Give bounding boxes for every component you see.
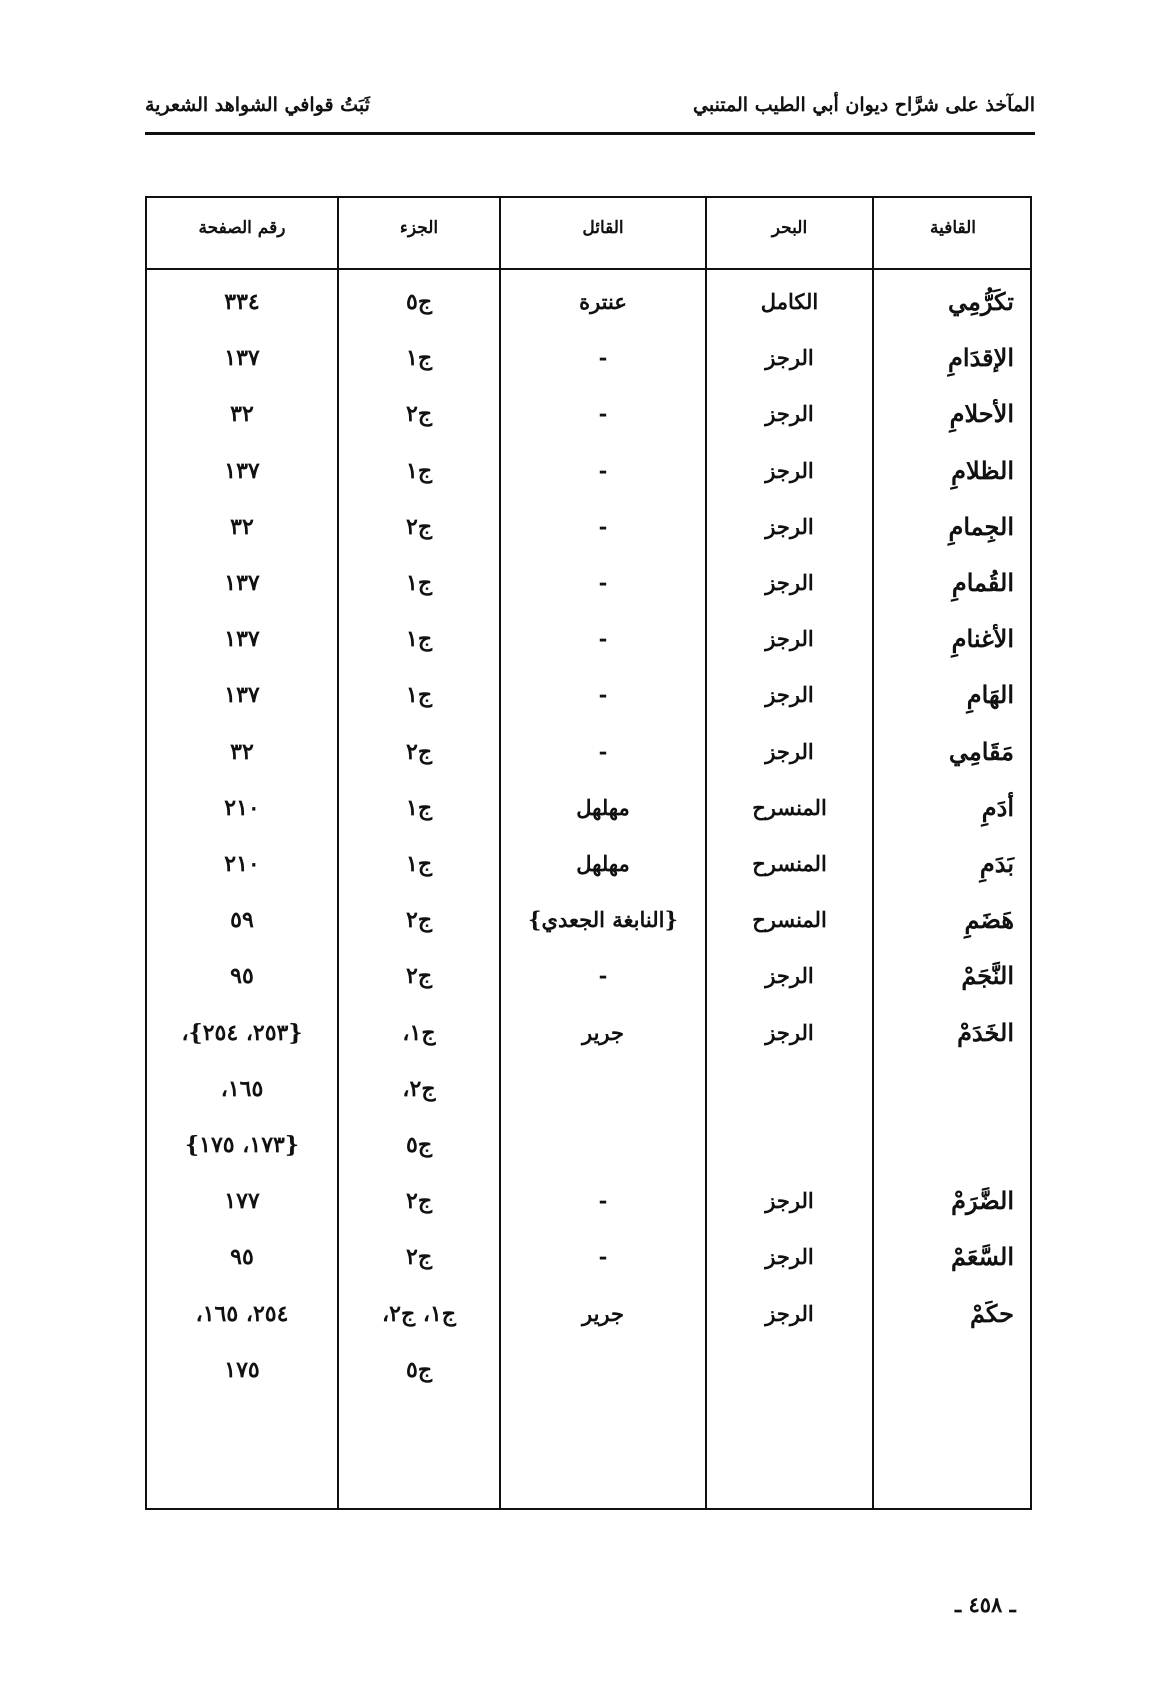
poet-cell: - (598, 1244, 608, 1270)
rhyme-cell: الإقدَامِ (948, 343, 1014, 373)
volume-cell: ج٢، (402, 1075, 436, 1102)
table-row (147, 732, 1030, 788)
table-row (147, 788, 1030, 844)
volume-cell: ج١ (405, 345, 433, 372)
poet-cell: - (598, 1188, 608, 1214)
page-number-cell: ٣٢ (230, 738, 254, 765)
sea-cell: الرجز (765, 1300, 814, 1326)
sea-cell: المنسرح (752, 907, 827, 933)
page-number-cell: ١٦٥، (220, 1075, 264, 1102)
page-number-cell: ١٣٧ (224, 457, 260, 484)
table-row (147, 1350, 1030, 1406)
poet-cell: - (598, 345, 608, 371)
volume-cell: ج٥ (405, 1356, 433, 1383)
table-row (147, 1069, 1030, 1125)
table-row (147, 394, 1030, 450)
poet-cell: {النابغة الجعدي} (528, 907, 678, 933)
page-number-cell: {١٧٣، ١٧٥} (185, 1132, 299, 1158)
poet-cell (501, 1069, 705, 1125)
section-title: ثَبَتُ قوافي الشواهد الشعرية (145, 94, 370, 116)
poet-cell: - (598, 457, 608, 483)
volume-cell: ج٢ (405, 1188, 433, 1215)
table-row (147, 1125, 1030, 1181)
table-row (147, 675, 1030, 731)
page-number-cell: ١٣٧ (224, 626, 260, 653)
page-number-cell: ٣٢ (230, 401, 254, 428)
volume-cell: ج١ (405, 570, 433, 596)
page-number-cell: ٣٣٤ (224, 289, 260, 315)
sea-cell: الرجز (765, 963, 814, 989)
sea-cell (707, 1069, 872, 1125)
rhyme-cell: الضَّرَمْ (951, 1186, 1014, 1216)
poet-cell: مهلهل (576, 851, 630, 876)
page-number-cell: ١٣٧ (224, 570, 260, 596)
volume-cell: ج١ (405, 682, 433, 709)
table-row (147, 1294, 1030, 1350)
rhyme-cell: النَّجَمْ (961, 961, 1014, 991)
page-number-cell: ١٧٥ (224, 1356, 260, 1383)
page-number-cell: {٢٥٣، ٢٥٤}، (181, 1019, 303, 1046)
volume-cell: ج٢ (405, 513, 433, 540)
volume-cell: ج٢ (405, 963, 433, 990)
table-row (147, 507, 1030, 563)
sea-cell: الرجز (765, 345, 814, 371)
volume-cell: ج١، (402, 1019, 436, 1046)
sea-cell (707, 1350, 872, 1406)
rhyme-cell: بَدَمِ (979, 849, 1014, 878)
volume-cell: ج٢ (405, 738, 433, 765)
table-row (147, 1181, 1030, 1237)
poet-cell: عنترة (579, 289, 627, 314)
sea-cell: الرجز (765, 626, 814, 652)
page-number-cell: ٢٥٤، ١٦٥، (195, 1300, 289, 1327)
sea-cell: المنسرح (752, 851, 827, 876)
rhyme-cell: القُمامِ (951, 568, 1014, 597)
page-number-cell: ٩٥ (230, 963, 254, 990)
rhyme-cell: الخَدَمْ (957, 1017, 1014, 1047)
table-row (147, 563, 1030, 619)
sea-cell: الرجز (765, 1244, 814, 1270)
poet-cell (501, 1350, 705, 1406)
column-header-poet: القائل (582, 218, 624, 238)
page-number-cell: ١٧٧ (224, 1188, 260, 1215)
poet-cell: - (598, 570, 608, 595)
rhyme-cell: الظلامِ (951, 455, 1014, 485)
sea-cell: الرجز (765, 457, 814, 483)
rhyme-cell: أدَمِ (981, 792, 1014, 822)
page-number-cell: ١٣٧ (224, 682, 260, 709)
volume-cell: ج٥ (405, 289, 433, 315)
volume-cell: ج٢ (405, 401, 433, 428)
poet-cell: جرير (582, 1019, 624, 1045)
page-number-cell: ٢١٠ (224, 794, 260, 821)
volume-cell: ج٥ (405, 1132, 433, 1158)
sea-cell (707, 1125, 872, 1181)
sea-cell: الرجز (765, 401, 814, 427)
rhyme-cell: تكَرُّمِي (947, 287, 1014, 316)
column-header-rhyme: القافية (929, 218, 977, 238)
sea-cell: الرجز (765, 1188, 814, 1214)
page-number-cell: ٥٩ (230, 907, 254, 934)
rhyme-cell (874, 1069, 1014, 1125)
poet-cell: - (598, 513, 608, 539)
volume-cell: ج٢ (405, 907, 433, 934)
sea-cell: الكامل (760, 289, 819, 314)
rhyme-cell (874, 1350, 1014, 1406)
column-header-volume: الجزء (399, 218, 439, 238)
volume-cell: ج١، ج٢، (382, 1300, 456, 1327)
poet-cell: جرير (582, 1300, 624, 1326)
table-row (147, 844, 1030, 900)
page-number-cell: ٩٥ (230, 1244, 254, 1271)
page-number-cell: ١٣٧ (224, 345, 260, 372)
table-row (147, 956, 1030, 1012)
column-header-sea: البحر (771, 218, 808, 238)
sea-cell: الرجز (765, 682, 814, 708)
volume-cell: ج١ (405, 851, 433, 877)
poet-cell: - (598, 682, 608, 708)
column-header-page: رقم الصفحة (198, 218, 286, 238)
poet-cell: مهلهل (576, 794, 630, 820)
table-row (147, 1237, 1030, 1293)
poet-cell: - (598, 963, 608, 989)
poet-cell (501, 1125, 705, 1181)
page-number-cell: ٣٢ (230, 513, 254, 540)
page-header (145, 92, 1035, 135)
rhyme-cell: هَضَمِ (964, 905, 1014, 935)
page-number-cell: ٢١٠ (224, 851, 260, 877)
header-row-divider (147, 268, 1030, 270)
table-row (147, 1013, 1030, 1069)
rhymes-table (145, 196, 1032, 1510)
sea-cell: الرجز (765, 570, 814, 595)
sea-cell: الرجز (765, 513, 814, 539)
volume-cell: ج١ (405, 626, 433, 653)
rhyme-cell: الهَامِ (966, 680, 1014, 710)
sea-cell: الرجز (765, 1019, 814, 1045)
poet-cell: - (598, 401, 608, 427)
poet-cell: - (598, 626, 608, 652)
page-number: ـ ٤٥٨ ـ (955, 1592, 1016, 1617)
table-row (147, 451, 1030, 507)
rhyme-cell: الأحلامِ (949, 399, 1014, 429)
rhyme-cell: مَقَامِي (948, 736, 1014, 766)
sea-cell: الرجز (765, 738, 814, 764)
book-title: المآخذ على شرَّاح ديوان أبي الطيب المتنبي (693, 94, 1035, 116)
volume-cell: ج٢ (405, 1244, 433, 1271)
rhyme-cell: الأغنامِ (951, 624, 1014, 654)
volume-cell: ج١ (405, 794, 433, 821)
volume-cell: ج١ (405, 457, 433, 484)
rhyme-cell: الجِمامِ (948, 511, 1014, 541)
poet-cell: - (598, 738, 608, 764)
table-row (147, 619, 1030, 675)
rhyme-cell (874, 1125, 1014, 1181)
table-row (147, 900, 1030, 956)
rhyme-cell: السَّعَمْ (951, 1242, 1014, 1272)
sea-cell: المنسرح (752, 794, 827, 820)
table-row (147, 282, 1030, 338)
table-row (147, 338, 1030, 394)
rhyme-cell: حكَمْ (969, 1298, 1014, 1328)
